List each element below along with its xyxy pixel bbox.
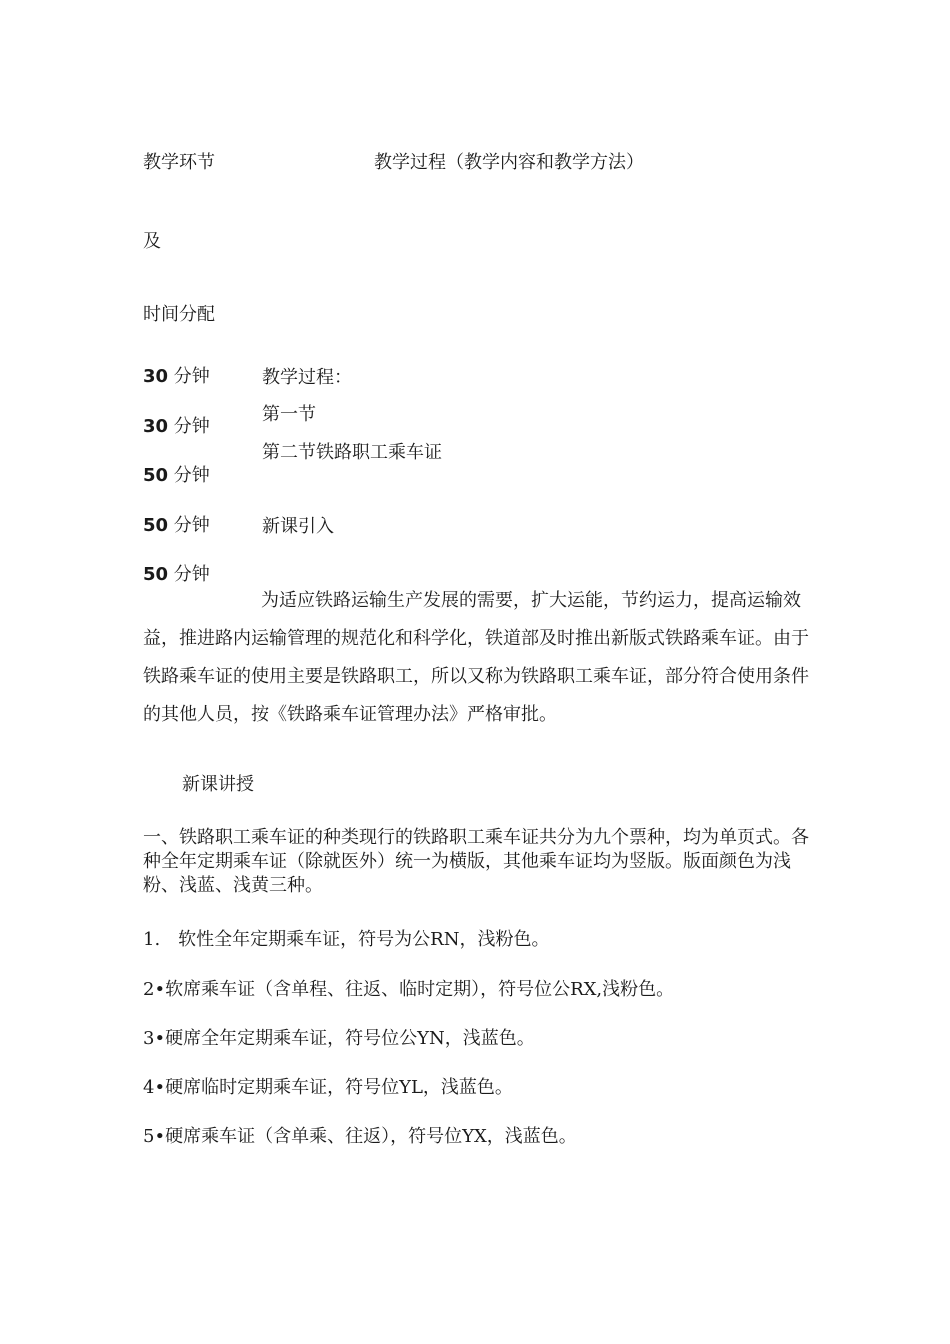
time-allocation-item: 50 分钟	[143, 564, 210, 585]
time-allocation-item: 30 分钟	[143, 366, 210, 387]
time-allocation-item: 30 分钟	[143, 416, 210, 437]
process-heading: 教学过程：	[262, 367, 352, 388]
time-allocation-item: 50 分钟	[143, 465, 210, 486]
lecture-title: 新课讲授	[182, 774, 254, 795]
types-paragraph: 一、铁路职工乘车证的种类现行的铁路职工乘车证共分为九个票种，均为单页式。各种全年定期乘车证（除就医外）统一为横版，其他乘车证均为竖版。版面颜色为浅粉、浅蓝、浅黄三种。	[143, 827, 809, 896]
header-col2: 教学过程（教学内容和教学方法）	[374, 152, 644, 173]
header-col1-line2: 及	[143, 231, 161, 252]
intro-paragraph: 为适应铁路运输生产发展的需要，扩大运能，节约运力，提高运输效益，推进路内运输管理的规范化和科学化，铁道部及时推出新版式铁路乘车证。由于铁路乘车证的使用主要是铁路职工，所以又称为铁路职工乘车证，部分符合使用条件的其他人员，按《铁路乘车证管理办法》严格审批。	[143, 590, 809, 725]
header-col1-line1: 教学环节	[143, 152, 215, 173]
section-1-title: 第一节	[262, 404, 316, 425]
section-2-title: 第二节铁路职工乘车证	[262, 442, 442, 463]
list-item: 3•硬席全年定期乘车证，符号位公YN，浅蓝色。	[143, 1028, 535, 1049]
time-allocation-item: 50 分钟	[143, 515, 210, 536]
header-col1-line3: 时间分配	[143, 304, 215, 325]
list-item: 2•软席乘车证（含单程、往返、临时定期），符号位公RX,浅粉色。	[143, 979, 675, 1000]
list-item: 5•硬席乘车证（含单乘、往返），符号位YX，浅蓝色。	[143, 1126, 577, 1147]
intro-title: 新课引入	[262, 516, 334, 537]
list-item: 4•硬席临时定期乘车证，符号位YL，浅蓝色。	[143, 1077, 513, 1098]
list-item: 1. 软性全年定期乘车证，符号为公RN，浅粉色。	[143, 929, 550, 950]
